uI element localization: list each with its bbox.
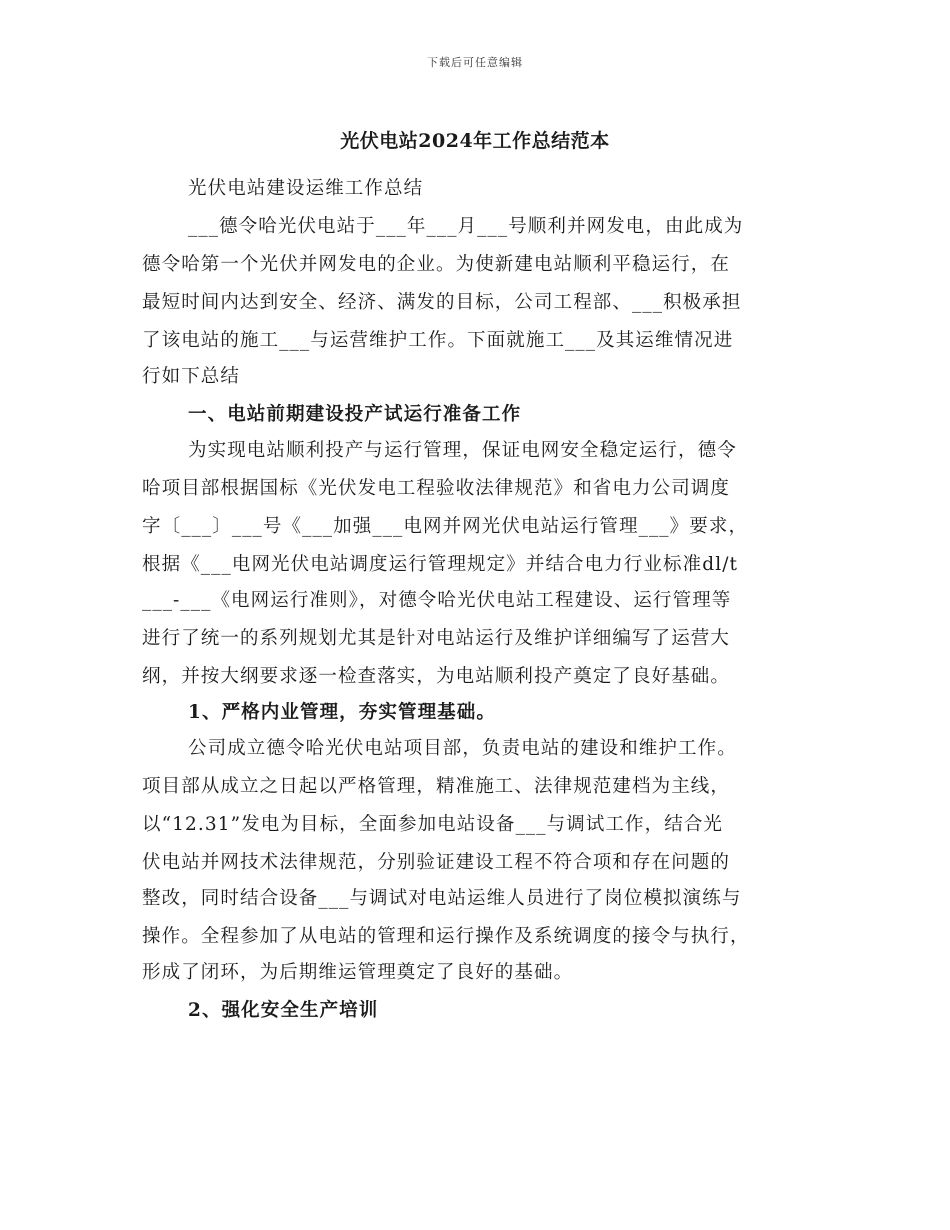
text-line: 德令哈第一个光伏并网发电的企业。为使新建电站顺利平稳运行，在 bbox=[142, 254, 731, 275]
text-line: 伏电站并网技术法律规范，分别验证建设工程不符合项和存在问题的 bbox=[142, 852, 731, 873]
text-line: 最短时间内达到安全、经济、满发的目标，公司工程部、___积极承担 bbox=[142, 292, 742, 313]
text-line: 纲，并按大纲要求逐一检查落实，为电站顺利投产奠定了良好基础。 bbox=[142, 666, 731, 687]
page-header: 下载后可任意编辑 bbox=[427, 56, 523, 69]
text-line: 行如下总结 bbox=[142, 366, 241, 387]
text-line: 项目部从成立之日起以严格管理，精准施工、法律规范建档为主线， bbox=[142, 776, 731, 797]
section-heading: 1、严格内业管理，夯实管理基础。 bbox=[188, 702, 496, 723]
text-line: 进行了统一的系列规划尤其是针对电站运行及维护详细编写了运营大 bbox=[142, 628, 731, 649]
text-line: 整改，同时结合设备___与调试对电站运维人员进行了岗位模拟演练与 bbox=[142, 888, 742, 909]
section-heading: 一、电站前期建设投产试运行准备工作 bbox=[188, 404, 522, 425]
text-line: 光伏电站建设运维工作总结 bbox=[188, 178, 424, 199]
text-line: ___德令哈光伏电站于___年___月___号顺利并网发电，由此成为 bbox=[188, 216, 744, 237]
text-line: 公司成立德令哈光伏电站项目部，负责电站的建设和维护工作。 bbox=[188, 738, 737, 759]
text-line: 了该电站的施工___与运营维护工作。下面就施工___及其运维情况进 bbox=[142, 330, 734, 351]
text-line: 根据《___电网光伏电站调度运行管理规定》并结合电力行业标准dl/t bbox=[142, 554, 739, 575]
text-line: 操作。全程参加了从电站的管理和运行操作及系统调度的接令与执行， bbox=[142, 926, 750, 947]
text-line: 为实现电站顺利投产与运行管理，保证电网安全稳定运行，德令 bbox=[188, 440, 737, 461]
document-title: 光伏电站2024年工作总结范本 bbox=[340, 130, 610, 152]
text-line: 哈项目部根据国标《光伏发电工程验收法律规范》和省电力公司调度 bbox=[142, 478, 731, 499]
text-line: 以“12.31”发电为目标，全面参加电站设备___与调试工作，结合光 bbox=[142, 814, 724, 835]
text-line: 形成了闭环，为后期维运管理奠定了良好的基础。 bbox=[142, 962, 574, 983]
text-line: 字〔___〕___号《___加强___电网并网光伏电站运行管理___》要求， bbox=[142, 516, 749, 537]
section-heading: 2、强化安全生产培训 bbox=[188, 1000, 379, 1021]
text-line: ___-___《电网运行准则》，对德令哈光伏电站工程建设、运行管理等 bbox=[142, 590, 732, 611]
